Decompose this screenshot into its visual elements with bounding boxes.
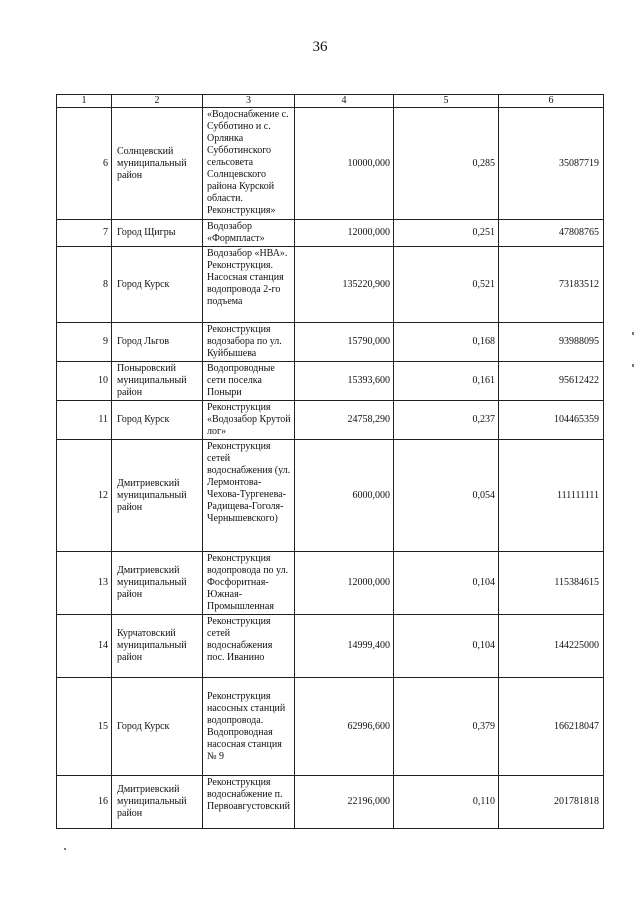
municipality-cell: Курчатовский муниципальный район: [112, 615, 203, 678]
row-number: 7: [57, 220, 112, 247]
page-number: 36: [312, 39, 328, 55]
rank-cell: 201781818: [499, 776, 604, 829]
rank-cell: 73183512: [499, 247, 604, 323]
coefficient-cell: 0,237: [394, 401, 499, 440]
scan-mark: [632, 364, 634, 367]
municipality-cell: Поныровский муниципальный район: [112, 362, 203, 401]
cost-cell: 22196,000: [295, 776, 394, 829]
object-cell: Реконструкция водоснабжение п. Первоавгустовский: [203, 776, 295, 829]
row-number: 13: [57, 552, 112, 615]
coefficient-cell: 0,161: [394, 362, 499, 401]
table-row: [57, 401, 604, 440]
coefficient-cell: 0,104: [394, 615, 499, 678]
column-header: 4: [295, 95, 394, 108]
coefficient-cell: 0,110: [394, 776, 499, 829]
rank-cell: 93988095: [499, 323, 604, 362]
coefficient-cell: 0,521: [394, 247, 499, 323]
cost-cell: 10000,000: [295, 108, 394, 220]
table-row: [57, 323, 604, 362]
rank-cell: 111111111: [499, 440, 604, 552]
column-header: 5: [394, 95, 499, 108]
cost-cell: 15393,600: [295, 362, 394, 401]
row-number: 9: [57, 323, 112, 362]
municipality-cell: Город Курск: [112, 678, 203, 776]
rank-cell: 144225000: [499, 615, 604, 678]
row-number: 8: [57, 247, 112, 323]
coefficient-cell: 0,168: [394, 323, 499, 362]
scan-dot: [64, 848, 66, 850]
object-cell: Водозабор «НВА». Реконструкция. Насосная станция водопровода 2-го подъема: [203, 247, 295, 323]
municipality-cell: Дмитриевский муниципальный район: [112, 440, 203, 552]
column-header: 3: [203, 95, 295, 108]
coefficient-cell: 0,251: [394, 220, 499, 247]
cost-cell: 6000,000: [295, 440, 394, 552]
data-table: [56, 94, 604, 829]
object-cell: Реконструкция водопровода по ул. Фосфоритная-Южная-Промышленная: [203, 552, 295, 615]
table-row: [57, 220, 604, 247]
object-cell: Реконструкция сетей водоснабжения пос. Иванино: [203, 615, 295, 678]
column-header: 2: [112, 95, 203, 108]
row-number: 14: [57, 615, 112, 678]
coefficient-cell: 0,054: [394, 440, 499, 552]
table-row: [57, 247, 604, 323]
column-header: 6: [499, 95, 604, 108]
municipality-cell: Город Льгов: [112, 323, 203, 362]
table-row: [57, 362, 604, 401]
municipality-cell: Дмитриевский муниципальный район: [112, 776, 203, 829]
rank-cell: 115384615: [499, 552, 604, 615]
table-row: [57, 615, 604, 678]
table-row: [57, 552, 604, 615]
cost-cell: 14999,400: [295, 615, 394, 678]
municipality-cell: Город Курск: [112, 401, 203, 440]
rank-cell: 95612422: [499, 362, 604, 401]
row-number: 10: [57, 362, 112, 401]
row-number: 6: [57, 108, 112, 220]
rank-cell: 166218047: [499, 678, 604, 776]
rank-cell: 104465359: [499, 401, 604, 440]
object-cell: Реконструкция «Водозабор Крутой лог»: [203, 401, 295, 440]
scan-mark: [632, 332, 634, 335]
row-number: 11: [57, 401, 112, 440]
rank-cell: 35087719: [499, 108, 604, 220]
object-cell: «Водоснабжение с. Субботино и с. Орлянка Субботинского сельсовета Солнцевского района Курской области. Реконструкция»: [203, 108, 295, 220]
cost-cell: 135220,900: [295, 247, 394, 323]
rank-cell: 47808765: [499, 220, 604, 247]
object-cell: Водозабор «Формпласт»: [203, 220, 295, 247]
cost-cell: 15790,000: [295, 323, 394, 362]
object-cell: Реконструкция водозабора по ул. Куйбышева: [203, 323, 295, 362]
municipality-cell: Город Курск: [112, 247, 203, 323]
object-cell: Реконструкция насосных станций водопровода. Водопроводная насосная станция № 9: [203, 678, 295, 776]
table-row: [57, 440, 604, 552]
cost-cell: 12000,000: [295, 220, 394, 247]
object-cell: Водопроводные сети поселка Поныри: [203, 362, 295, 401]
municipality-cell: Дмитриевский муниципальный район: [112, 552, 203, 615]
cost-cell: 62996,600: [295, 678, 394, 776]
table-row: [57, 108, 604, 220]
municipality-cell: Город Щигры: [112, 220, 203, 247]
coefficient-cell: 0,104: [394, 552, 499, 615]
header-row: [57, 95, 604, 108]
table-row: [57, 776, 604, 829]
table-row: [57, 678, 604, 776]
municipality-cell: Солнцевский муниципальный район: [112, 108, 203, 220]
row-number: 15: [57, 678, 112, 776]
coefficient-cell: 0,285: [394, 108, 499, 220]
row-number: 12: [57, 440, 112, 552]
object-cell: Реконструкция сетей водоснабжения (ул. Лермонтова-Чехова-Тургенева-Радищева-Гоголя-Чернышевского): [203, 440, 295, 552]
cost-cell: 12000,000: [295, 552, 394, 615]
coefficient-cell: 0,379: [394, 678, 499, 776]
cost-cell: 24758,290: [295, 401, 394, 440]
row-number: 16: [57, 776, 112, 829]
column-header: 1: [57, 95, 112, 108]
